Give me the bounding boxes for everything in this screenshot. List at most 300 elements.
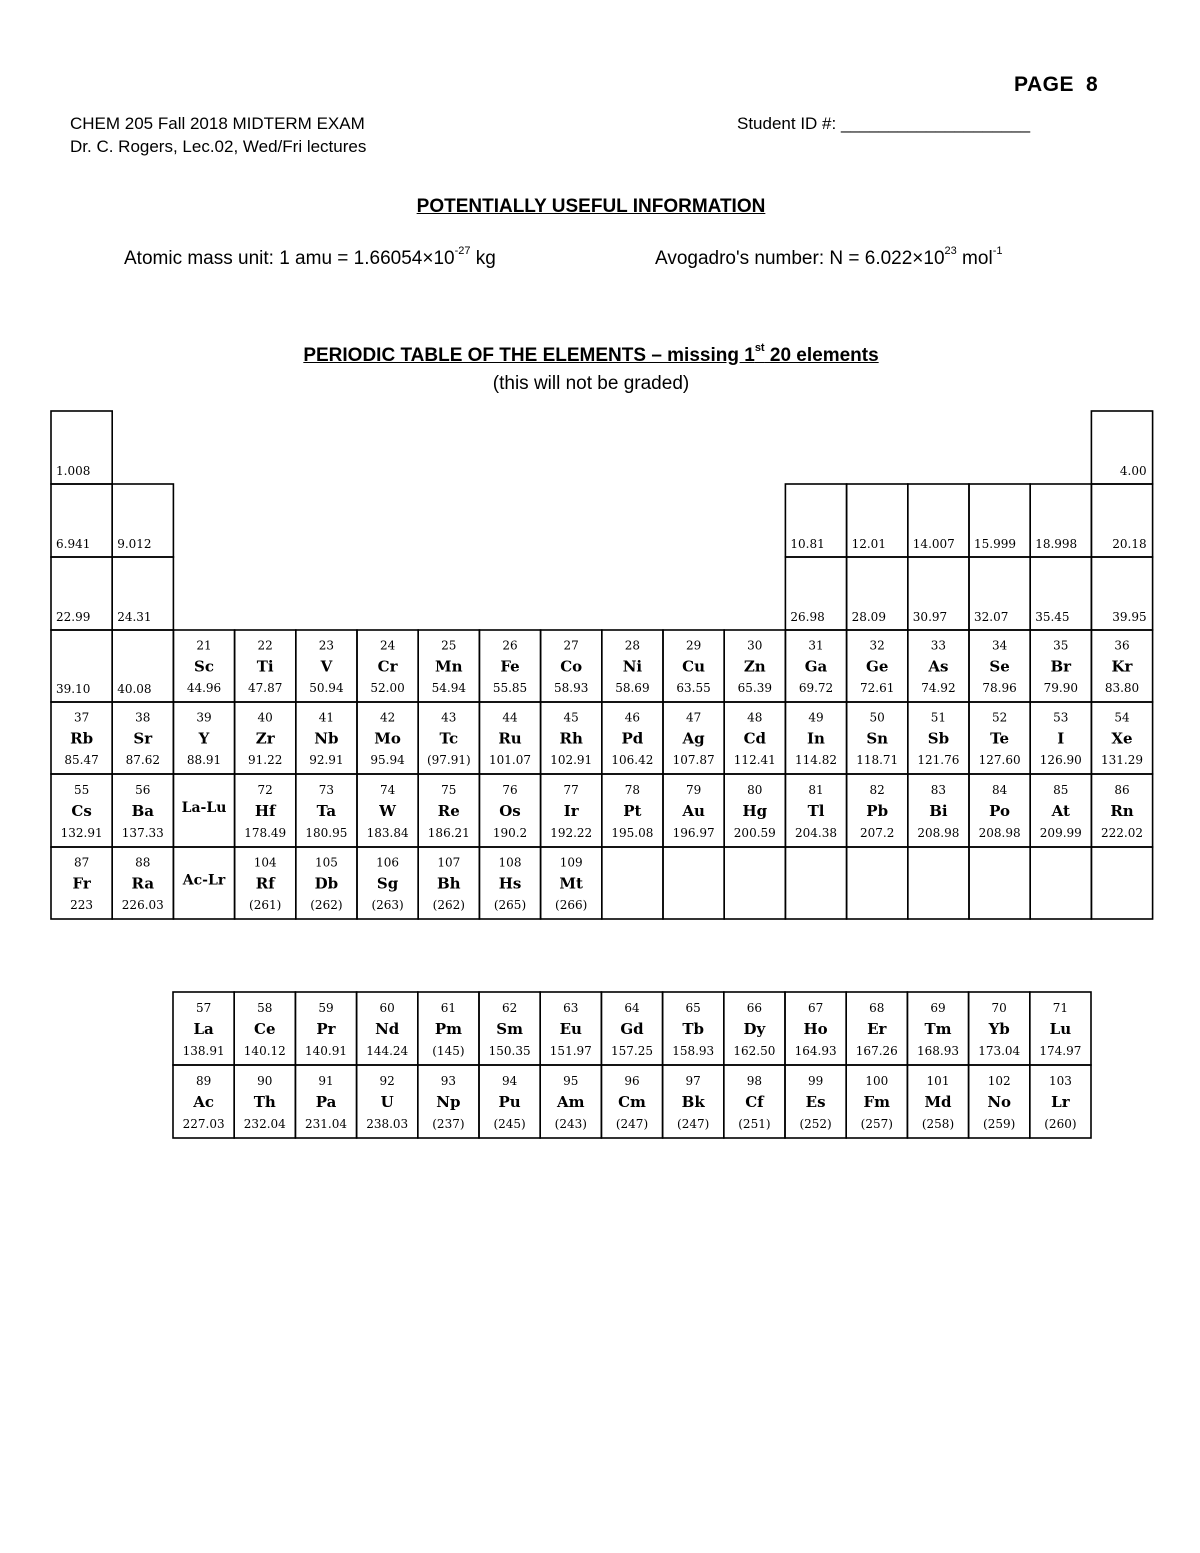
atomic-mass: 106.42 bbox=[611, 753, 654, 768]
atomic-mass: (259) bbox=[983, 1117, 1016, 1131]
element-symbol: Ta bbox=[316, 802, 337, 820]
atomic-number: 94 bbox=[501, 1074, 518, 1088]
atomic-mass: 39.95 bbox=[1112, 610, 1147, 624]
atomic-mass: 223 bbox=[70, 898, 94, 913]
element-symbol: Sn bbox=[866, 729, 889, 748]
atomic-mass: 65.39 bbox=[737, 681, 772, 696]
element-symbol: Tc bbox=[439, 729, 459, 748]
atomic-number: 34 bbox=[991, 638, 1008, 653]
element-symbol: Mn bbox=[435, 657, 463, 676]
atomic-mass: 174.97 bbox=[1039, 1044, 1082, 1058]
atomic-number: 92 bbox=[379, 1074, 395, 1088]
series-placeholder: La-Lu bbox=[181, 800, 227, 816]
element-symbol: Br bbox=[1050, 657, 1072, 676]
atomic-mass: 157.25 bbox=[611, 1044, 653, 1058]
atomic-mass: (145) bbox=[432, 1044, 465, 1058]
element-symbol: Ga bbox=[804, 657, 828, 676]
element-symbol: Rb bbox=[70, 729, 94, 748]
atomic-mass: (260) bbox=[1044, 1117, 1077, 1131]
atomic-number: 101 bbox=[926, 1074, 950, 1088]
atomic-number: 99 bbox=[807, 1074, 824, 1088]
atomic-number: 37 bbox=[73, 710, 90, 725]
element-symbol: Cm bbox=[618, 1093, 646, 1111]
element-symbol: Bi bbox=[929, 802, 948, 820]
atomic-mass: 79.90 bbox=[1043, 681, 1078, 696]
atomic-number: 58 bbox=[257, 1001, 273, 1015]
atomic-number: 67 bbox=[807, 1001, 824, 1015]
atomic-mass: (247) bbox=[615, 1117, 649, 1131]
atomic-mass: 18.998 bbox=[1035, 537, 1078, 551]
atomic-mass: 87.62 bbox=[125, 753, 160, 768]
atomic-mass: 47.87 bbox=[248, 681, 283, 696]
atomic-mass: 114.82 bbox=[795, 753, 837, 768]
atomic-mass: 222.02 bbox=[1101, 826, 1143, 840]
element-symbol: Xe bbox=[1111, 729, 1133, 748]
atomic-mass: 35.45 bbox=[1035, 610, 1070, 624]
element-symbol: Zr bbox=[255, 729, 275, 748]
atomic-mass: 227.03 bbox=[182, 1117, 225, 1131]
atomic-number: 82 bbox=[869, 783, 885, 797]
atomic-mass: 204.38 bbox=[795, 826, 837, 840]
atomic-mass: 138.91 bbox=[182, 1044, 225, 1058]
atomic-mass: 208.98 bbox=[917, 826, 960, 840]
atomic-number: 75 bbox=[441, 783, 457, 797]
atomic-number: 27 bbox=[563, 638, 579, 653]
atomic-mass: 131.29 bbox=[1101, 753, 1143, 768]
atomic-mass: (97.91) bbox=[426, 753, 471, 768]
atomic-mass: 1.008 bbox=[56, 464, 91, 478]
atomic-number: 69 bbox=[930, 1001, 946, 1015]
element-symbol: Pd bbox=[621, 729, 644, 748]
avogadro-unit: mol bbox=[956, 248, 993, 269]
atomic-number: 23 bbox=[318, 638, 335, 653]
atomic-mass: 151.97 bbox=[549, 1044, 592, 1058]
atomic-mass: 132.91 bbox=[60, 826, 103, 840]
atomic-number: 47 bbox=[685, 710, 702, 725]
atomic-mass: 32.07 bbox=[974, 610, 1009, 624]
atomic-mass: 192.22 bbox=[550, 826, 593, 840]
atomic-number: 84 bbox=[991, 783, 1008, 797]
table-title-prefix: PERIODIC TABLE OF THE ELEMENTS – missing 1 bbox=[303, 345, 755, 366]
element-symbol: Tm bbox=[924, 1020, 952, 1038]
element-symbol: Pm bbox=[434, 1020, 462, 1038]
avogadro-prefix: Avogadro's number: N = 6.022×10 bbox=[655, 248, 945, 269]
element-symbol: Ra bbox=[131, 874, 155, 893]
atomic-number: 62 bbox=[501, 1001, 518, 1015]
element-symbol: Pa bbox=[315, 1093, 337, 1111]
element-symbol: Se bbox=[989, 657, 1010, 676]
table-title-suffix: 20 elements bbox=[764, 345, 879, 366]
atomic-number: 68 bbox=[869, 1001, 885, 1015]
atomic-mass: 173.04 bbox=[978, 1044, 1021, 1058]
atomic-mass: 74.92 bbox=[921, 681, 956, 696]
element-symbol: Sg bbox=[376, 874, 399, 893]
element-symbol: Ge bbox=[866, 657, 889, 676]
element-symbol: Lu bbox=[1049, 1020, 1072, 1038]
atomic-mass: 95.94 bbox=[370, 753, 405, 768]
atomic-number: 81 bbox=[808, 783, 824, 797]
atomic-number: 22 bbox=[257, 638, 273, 653]
element-symbol: Tl bbox=[807, 802, 825, 820]
atomic-mass: 6.941 bbox=[56, 537, 91, 551]
atomic-number: 93 bbox=[440, 1074, 457, 1088]
atomic-mass: (266) bbox=[555, 898, 588, 913]
atomic-mass: 102.91 bbox=[550, 753, 593, 768]
element-symbol: Fe bbox=[500, 657, 520, 676]
atomic-mass: (251) bbox=[738, 1117, 771, 1131]
atomic-mass: (262) bbox=[310, 898, 343, 913]
atomic-mass: 39.10 bbox=[56, 682, 91, 697]
atomic-number: 85 bbox=[1053, 783, 1069, 797]
element-symbol: As bbox=[928, 657, 949, 676]
atomic-number: 46 bbox=[624, 710, 641, 725]
atomic-mass: 183.84 bbox=[366, 826, 409, 840]
atomic-number: 63 bbox=[563, 1001, 579, 1015]
atomic-mass: (245) bbox=[493, 1117, 526, 1131]
atomic-number: 31 bbox=[808, 638, 824, 653]
atomic-mass: 164.93 bbox=[794, 1044, 837, 1058]
element-symbol: Zn bbox=[743, 657, 766, 676]
atomic-number: 57 bbox=[195, 1001, 212, 1015]
amu-unit: kg bbox=[470, 248, 496, 269]
atomic-number: 39 bbox=[196, 710, 212, 725]
atomic-mass: 167.26 bbox=[855, 1044, 898, 1058]
atomic-number: 80 bbox=[747, 783, 763, 797]
atomic-number: 71 bbox=[1052, 1001, 1069, 1015]
atomic-number: 104 bbox=[253, 855, 277, 870]
atomic-number: 100 bbox=[865, 1074, 889, 1088]
element-cell bbox=[1091, 847, 1152, 919]
element-cell bbox=[602, 847, 663, 919]
atomic-number: 96 bbox=[624, 1074, 640, 1088]
atomic-mass: 50.94 bbox=[309, 681, 344, 696]
periodic-table-note: (this will not be graded) bbox=[492, 373, 690, 394]
atomic-number: 45 bbox=[563, 710, 579, 725]
atomic-mass: 158.93 bbox=[672, 1044, 715, 1058]
element-cell bbox=[969, 847, 1030, 919]
atomic-mass: 20.18 bbox=[1112, 537, 1147, 551]
atomic-mass: 63.55 bbox=[676, 681, 711, 696]
element-symbol: Fm bbox=[863, 1093, 891, 1111]
series-placeholder: Ac-Lr bbox=[182, 872, 226, 889]
element-symbol: Sr bbox=[133, 729, 153, 748]
page-number: 8 bbox=[1085, 73, 1099, 96]
atomic-number: 36 bbox=[1114, 638, 1130, 653]
element-symbol: Sc bbox=[194, 657, 214, 676]
atomic-number: 70 bbox=[991, 1001, 1007, 1015]
atomic-number: 53 bbox=[1053, 710, 1069, 725]
atomic-number: 73 bbox=[318, 783, 335, 797]
element-symbol: Po bbox=[989, 802, 1011, 820]
atomic-mass: (265) bbox=[493, 898, 527, 913]
atomic-number: 32 bbox=[869, 638, 885, 653]
element-symbol: Lr bbox=[1051, 1093, 1070, 1111]
element-symbol: Am bbox=[557, 1093, 585, 1111]
atomic-mass: 168.93 bbox=[917, 1044, 959, 1058]
atomic-mass: (252) bbox=[799, 1117, 832, 1131]
atomic-mass: (237) bbox=[432, 1117, 465, 1131]
element-symbol: Eu bbox=[559, 1020, 582, 1038]
atomic-number: 90 bbox=[257, 1074, 273, 1088]
atomic-number: 26 bbox=[502, 638, 518, 653]
element-symbol: Sm bbox=[496, 1020, 523, 1038]
atomic-number: 25 bbox=[441, 638, 457, 653]
atomic-mass: 208.98 bbox=[978, 826, 1021, 840]
atomic-mass: 30.97 bbox=[912, 610, 948, 624]
atomic-number: 64 bbox=[624, 1001, 640, 1015]
atomic-number: 107 bbox=[437, 855, 461, 870]
atomic-mass: 91.22 bbox=[248, 753, 283, 768]
atomic-number: 50 bbox=[869, 710, 885, 725]
element-symbol: Dy bbox=[743, 1020, 766, 1038]
element-symbol: Yb bbox=[988, 1020, 1010, 1038]
element-symbol: V bbox=[320, 657, 333, 676]
atomic-number: 86 bbox=[1114, 783, 1130, 797]
atomic-mass: 190.2 bbox=[492, 826, 528, 840]
element-symbol: Hs bbox=[498, 874, 522, 893]
element-cell bbox=[908, 847, 969, 919]
element-symbol: Pu bbox=[498, 1093, 521, 1111]
atomic-mass: 58.69 bbox=[615, 681, 650, 696]
atomic-number: 66 bbox=[746, 1001, 763, 1015]
atomic-mass: 112.41 bbox=[733, 753, 776, 768]
atomic-number: 65 bbox=[685, 1001, 701, 1015]
atomic-number: 40 bbox=[257, 710, 273, 725]
atomic-number: 21 bbox=[196, 638, 212, 653]
atomic-mass: 55.85 bbox=[492, 681, 528, 696]
element-symbol: Re bbox=[437, 802, 460, 820]
atomic-number: 48 bbox=[747, 710, 763, 725]
atomic-mass: 22.99 bbox=[56, 610, 91, 624]
element-symbol: Mt bbox=[559, 874, 583, 893]
element-symbol: W bbox=[379, 802, 397, 820]
atomic-mass: 162.50 bbox=[733, 1044, 776, 1058]
atomic-mass: 26.98 bbox=[790, 610, 825, 624]
atomic-mass: 231.04 bbox=[305, 1117, 347, 1131]
atomic-mass: 92.91 bbox=[309, 753, 344, 768]
atomic-mass: 195.08 bbox=[611, 826, 654, 840]
atomic-number: 106 bbox=[376, 855, 400, 870]
atomic-mass: 144.24 bbox=[366, 1044, 409, 1058]
atomic-mass: 140.91 bbox=[305, 1044, 347, 1058]
atomic-mass: (247) bbox=[677, 1117, 710, 1131]
amu-exponent: -27 bbox=[454, 245, 471, 257]
atomic-mass: 207.2 bbox=[860, 826, 895, 840]
atomic-mass: 4.00 bbox=[1119, 464, 1147, 478]
course-title: CHEM 205 Fall 2018 MIDTERM EXAM bbox=[70, 114, 365, 133]
atomic-mass: 178.49 bbox=[244, 826, 287, 840]
atomic-number: 54 bbox=[1114, 710, 1130, 725]
atomic-number: 109 bbox=[559, 855, 583, 870]
atomic-mass: 83.80 bbox=[1104, 681, 1140, 696]
atomic-mass: 10.81 bbox=[790, 537, 825, 551]
atomic-mass: 238.03 bbox=[366, 1117, 409, 1131]
table-title-sup: st bbox=[754, 342, 765, 354]
atomic-mass: 44.96 bbox=[186, 681, 222, 696]
amu-prefix: Atomic mass unit: 1 amu = 1.66054×10 bbox=[124, 248, 455, 269]
atomic-number: 87 bbox=[73, 855, 90, 870]
element-symbol: Pt bbox=[623, 802, 642, 820]
atomic-mass: 101.07 bbox=[489, 753, 531, 768]
atomic-mass: 121.76 bbox=[917, 753, 960, 768]
atomic-number: 77 bbox=[563, 783, 579, 797]
useful-info-title: POTENTIALLY USEFUL INFORMATION bbox=[416, 196, 766, 217]
element-symbol: Hg bbox=[742, 802, 768, 820]
element-symbol: Er bbox=[867, 1020, 887, 1038]
atomic-number: 72 bbox=[257, 783, 273, 797]
atomic-number: 98 bbox=[746, 1074, 763, 1088]
atomic-mass: (243) bbox=[554, 1117, 587, 1131]
atomic-mass: 226.03 bbox=[121, 898, 164, 913]
element-cell bbox=[847, 847, 908, 919]
element-symbol: U bbox=[380, 1093, 394, 1111]
atomic-number: 60 bbox=[379, 1001, 395, 1015]
element-cell bbox=[785, 847, 846, 919]
atomic-number: 95 bbox=[563, 1074, 579, 1088]
element-symbol: Cr bbox=[377, 657, 398, 676]
atomic-number: 28 bbox=[624, 638, 641, 653]
atomic-mass: 52.00 bbox=[370, 681, 405, 696]
element-symbol: Au bbox=[682, 802, 705, 820]
element-symbol: Tb bbox=[682, 1020, 705, 1038]
atomic-mass: 150.35 bbox=[488, 1044, 531, 1058]
atomic-number: 44 bbox=[502, 710, 518, 725]
element-cell bbox=[724, 847, 785, 919]
element-symbol: Np bbox=[436, 1093, 461, 1111]
element-symbol: Ba bbox=[131, 802, 155, 820]
atomic-number: 102 bbox=[987, 1074, 1011, 1088]
atomic-number: 76 bbox=[502, 783, 518, 797]
element-symbol: Ce bbox=[254, 1020, 276, 1038]
atomic-mass: 126.90 bbox=[1039, 753, 1082, 768]
atomic-number: 78 bbox=[624, 783, 641, 797]
atomic-mass: 28.09 bbox=[851, 610, 886, 624]
atomic-mass: (262) bbox=[432, 898, 465, 913]
element-symbol: I bbox=[1057, 729, 1065, 748]
element-symbol: Rf bbox=[255, 874, 275, 893]
atomic-number: 38 bbox=[135, 710, 151, 725]
element-symbol: Ac bbox=[193, 1093, 214, 1111]
element-symbol: At bbox=[1051, 802, 1070, 820]
atomic-number: 91 bbox=[318, 1074, 334, 1088]
atomic-number: 51 bbox=[930, 710, 947, 725]
element-symbol: Gd bbox=[620, 1020, 644, 1038]
element-symbol: Y bbox=[198, 729, 210, 748]
atomic-mass: (257) bbox=[860, 1117, 893, 1131]
atomic-mass: 69.72 bbox=[798, 681, 834, 696]
element-symbol: In bbox=[807, 729, 825, 748]
element-symbol: Te bbox=[990, 729, 1010, 748]
element-symbol: Es bbox=[805, 1093, 826, 1111]
element-symbol: Fr bbox=[72, 874, 91, 893]
atomic-number: 41 bbox=[318, 710, 335, 725]
element-symbol: Bh bbox=[437, 874, 461, 893]
atomic-number: 61 bbox=[440, 1001, 457, 1015]
atomic-mass: 88.91 bbox=[186, 753, 222, 768]
atomic-mass: 24.31 bbox=[117, 610, 152, 624]
element-symbol: Cu bbox=[682, 657, 706, 676]
atomic-number: 56 bbox=[135, 783, 151, 797]
atomic-mass: 118.71 bbox=[856, 753, 899, 768]
element-symbol: Kr bbox=[1111, 657, 1133, 676]
element-symbol: Hf bbox=[254, 802, 276, 820]
student-id-field: Student ID #: ____________________ bbox=[737, 114, 1031, 133]
element-symbol: Th bbox=[253, 1093, 276, 1111]
atomic-number: 42 bbox=[379, 710, 396, 725]
atomic-mass: 107.87 bbox=[672, 753, 715, 768]
atomic-number: 79 bbox=[685, 783, 702, 797]
atomic-number: 97 bbox=[685, 1074, 701, 1088]
element-symbol: No bbox=[987, 1093, 1012, 1111]
atomic-number: 30 bbox=[747, 638, 763, 653]
atomic-number: 55 bbox=[73, 783, 90, 797]
element-symbol: Ho bbox=[803, 1020, 828, 1038]
element-symbol: Os bbox=[499, 802, 521, 820]
atomic-mass: 196.97 bbox=[672, 826, 715, 840]
element-symbol: Cs bbox=[71, 802, 92, 820]
atomic-mass: 12.01 bbox=[851, 537, 886, 551]
atomic-number: 24 bbox=[379, 638, 396, 653]
atomic-mass: 14.007 bbox=[912, 537, 955, 551]
atomic-number: 105 bbox=[314, 855, 338, 870]
atomic-number: 89 bbox=[195, 1074, 212, 1088]
atomic-mass: (263) bbox=[371, 898, 404, 913]
atomic-mass: 209.99 bbox=[1039, 826, 1082, 840]
atomic-number: 88 bbox=[135, 855, 151, 870]
atomic-number: 108 bbox=[498, 855, 522, 870]
element-symbol: Ni bbox=[622, 657, 643, 676]
atomic-mass: 200.59 bbox=[733, 826, 776, 840]
atomic-mass: (261) bbox=[249, 898, 282, 913]
atomic-number: 59 bbox=[318, 1001, 334, 1015]
atomic-mass: 40.08 bbox=[117, 682, 152, 697]
atomic-mass: 15.999 bbox=[974, 537, 1016, 551]
element-symbol: Md bbox=[924, 1093, 952, 1111]
atomic-number: 103 bbox=[1048, 1074, 1072, 1088]
element-symbol: La bbox=[193, 1020, 214, 1038]
atomic-mass: (258) bbox=[921, 1117, 955, 1131]
atomic-mass: 186.21 bbox=[427, 826, 470, 840]
element-symbol: Nd bbox=[375, 1020, 400, 1038]
atomic-mass: 137.33 bbox=[121, 826, 164, 840]
element-symbol: Pb bbox=[866, 802, 889, 820]
avogadro-exponent: 23 bbox=[944, 245, 957, 257]
element-symbol: Sb bbox=[927, 729, 950, 748]
element-symbol: Pr bbox=[316, 1020, 336, 1038]
atomic-mass: 54.94 bbox=[431, 681, 466, 696]
atomic-number: 83 bbox=[930, 783, 947, 797]
atomic-number: 52 bbox=[991, 710, 1008, 725]
element-symbol: Ag bbox=[682, 729, 705, 748]
atomic-mass: 58.93 bbox=[554, 681, 589, 696]
element-symbol: Cd bbox=[743, 729, 767, 748]
atomic-mass: 78.96 bbox=[982, 681, 1017, 696]
atomic-number: 35 bbox=[1053, 638, 1069, 653]
atomic-mass: 127.60 bbox=[978, 753, 1021, 768]
atomic-mass: 72.61 bbox=[860, 681, 895, 696]
element-cell bbox=[1030, 847, 1091, 919]
atomic-number: 49 bbox=[808, 710, 824, 725]
element-cell bbox=[663, 847, 724, 919]
element-symbol: Bk bbox=[681, 1093, 705, 1111]
avogadro-unit-exponent: -1 bbox=[992, 245, 1003, 257]
atomic-number: 33 bbox=[930, 638, 947, 653]
element-symbol: Co bbox=[560, 657, 583, 676]
element-symbol: Ti bbox=[256, 657, 274, 676]
atomic-mass: 180.95 bbox=[305, 826, 348, 840]
element-symbol: Nb bbox=[314, 729, 339, 748]
atomic-mass: 232.04 bbox=[243, 1117, 286, 1131]
